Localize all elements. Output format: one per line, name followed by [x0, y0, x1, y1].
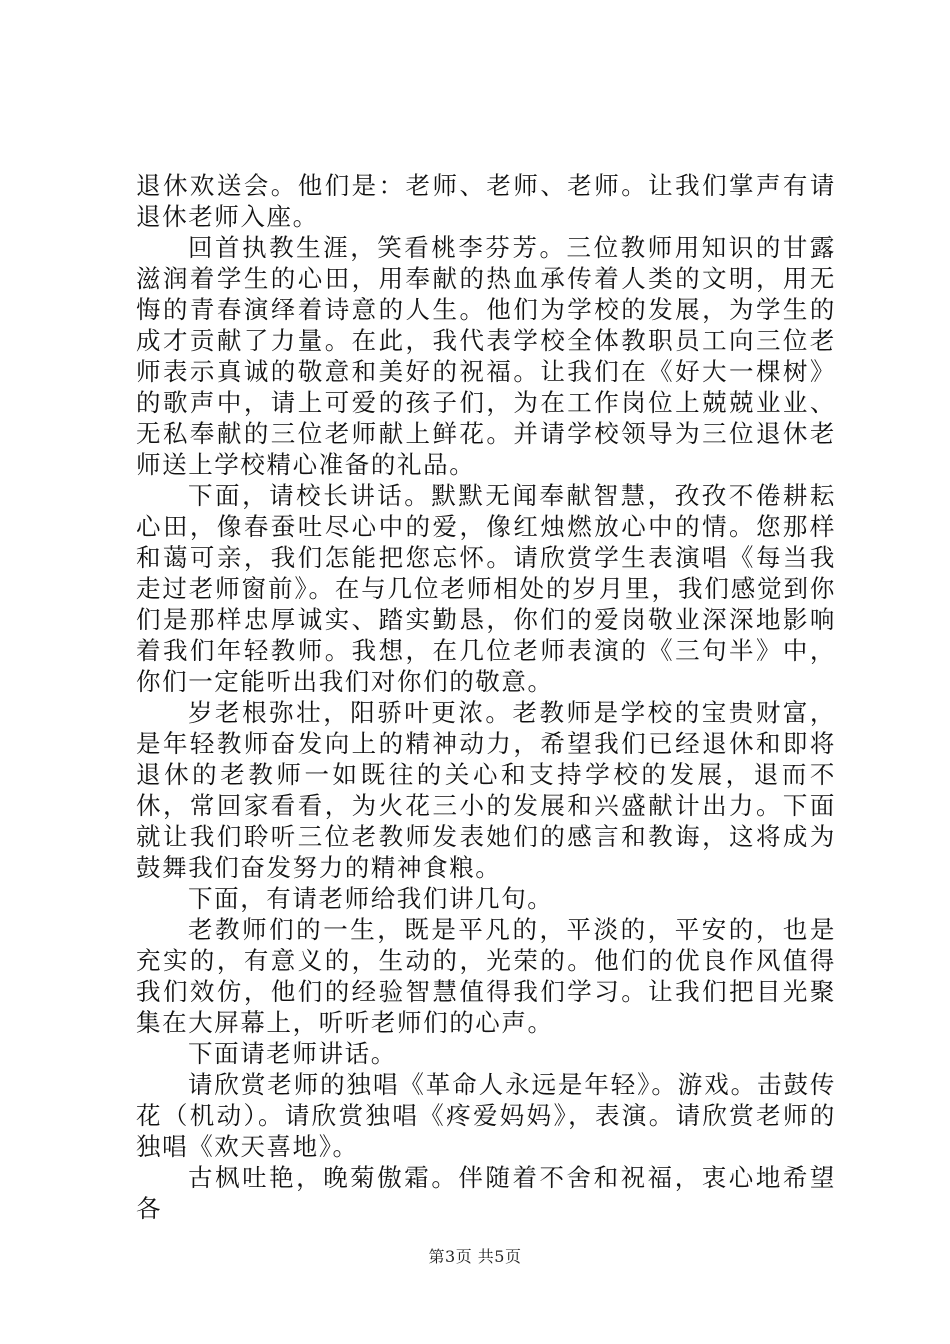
paragraph: 下面，请校长讲话。默默无闻奉献智慧，孜孜不倦耕耘心田，像春蚕吐尽心中的爱，像红烛燃放心中的情。您那样和蔼可亲，我们怎能把您忘怀。请欣赏学生表演唱《每当我走过老师窗前》。在与几位老师相处的岁月里，我们感觉到你们是那样忠厚诚实、踏实勤恳，你们的爱岗敬业深深地影响着我们年轻教师。我想，在几位老师表演的《三句半》中，你们一定能听出我们对你们的敬意。: [136, 481, 836, 696]
document-body: [136, 170, 836, 1224]
paragraph: 下面，有请老师给我们讲几句。: [188, 884, 554, 913]
paragraph: 岁老根弥壮，阳骄叶更浓。老教师是学校的宝贵财富，是年轻教师奋发向上的精神动力，希望我们已经退休和即将退休的老教师一如既往的关心和支持学校的发展，退而不休，常回家看看，为火花三小的发展和兴盛献计出力。下面就让我们聆听三位老教师发表她们的感言和教诲，这将成为鼓舞我们奋发努力的精神食粮。: [136, 698, 836, 882]
paragraph: 回首执教生涯，笑看桃李芬芳。三位教师用知识的甘露滋润着学生的心田，用奉献的热血承传着人类的文明，用无悔的青春演绎着诗意的人生。他们为学校的发展，为学生的成才贡献了力量。在此，我代表学校全体教职员工向三位老师表示真诚的敬意和美好的祝福。让我们在《好大一棵树》的歌声中，请上可爱的孩子们，为在工作岗位上兢兢业业、无私奉献的三位老师献上鲜花。并请学校领导为三位退休老师送上学校精心准备的礼品。: [136, 233, 836, 479]
paragraph: 请欣赏老师的独唱《革命人永远是年轻》。游戏。击鼓传花（机动）。请欣赏独唱《疼爱妈妈》，表演。请欣赏老师的独唱《欢天喜地》。: [136, 1070, 836, 1161]
paragraph: 老教师们的一生，既是平凡的，平淡的，平安的，也是充实的，有意义的，生动的，光荣的。他们的优良作风值得我们效仿，他们的经验智慧值得我们学习。让我们把目光聚集在大屏幕上，听听老师们的心声。: [136, 915, 836, 1037]
paragraph: 古枫吐艳，晚菊傲霜。伴随着不舍和祝福，衷心地希望各: [136, 1163, 836, 1223]
paragraph: 退休欢送会。他们是：老师、老师、老师。让我们掌声有请退休老师入座。: [136, 171, 836, 231]
paragraph: 下面请老师讲话。: [188, 1039, 397, 1068]
page-footer: 第3页 共5页: [428, 1247, 522, 1266]
